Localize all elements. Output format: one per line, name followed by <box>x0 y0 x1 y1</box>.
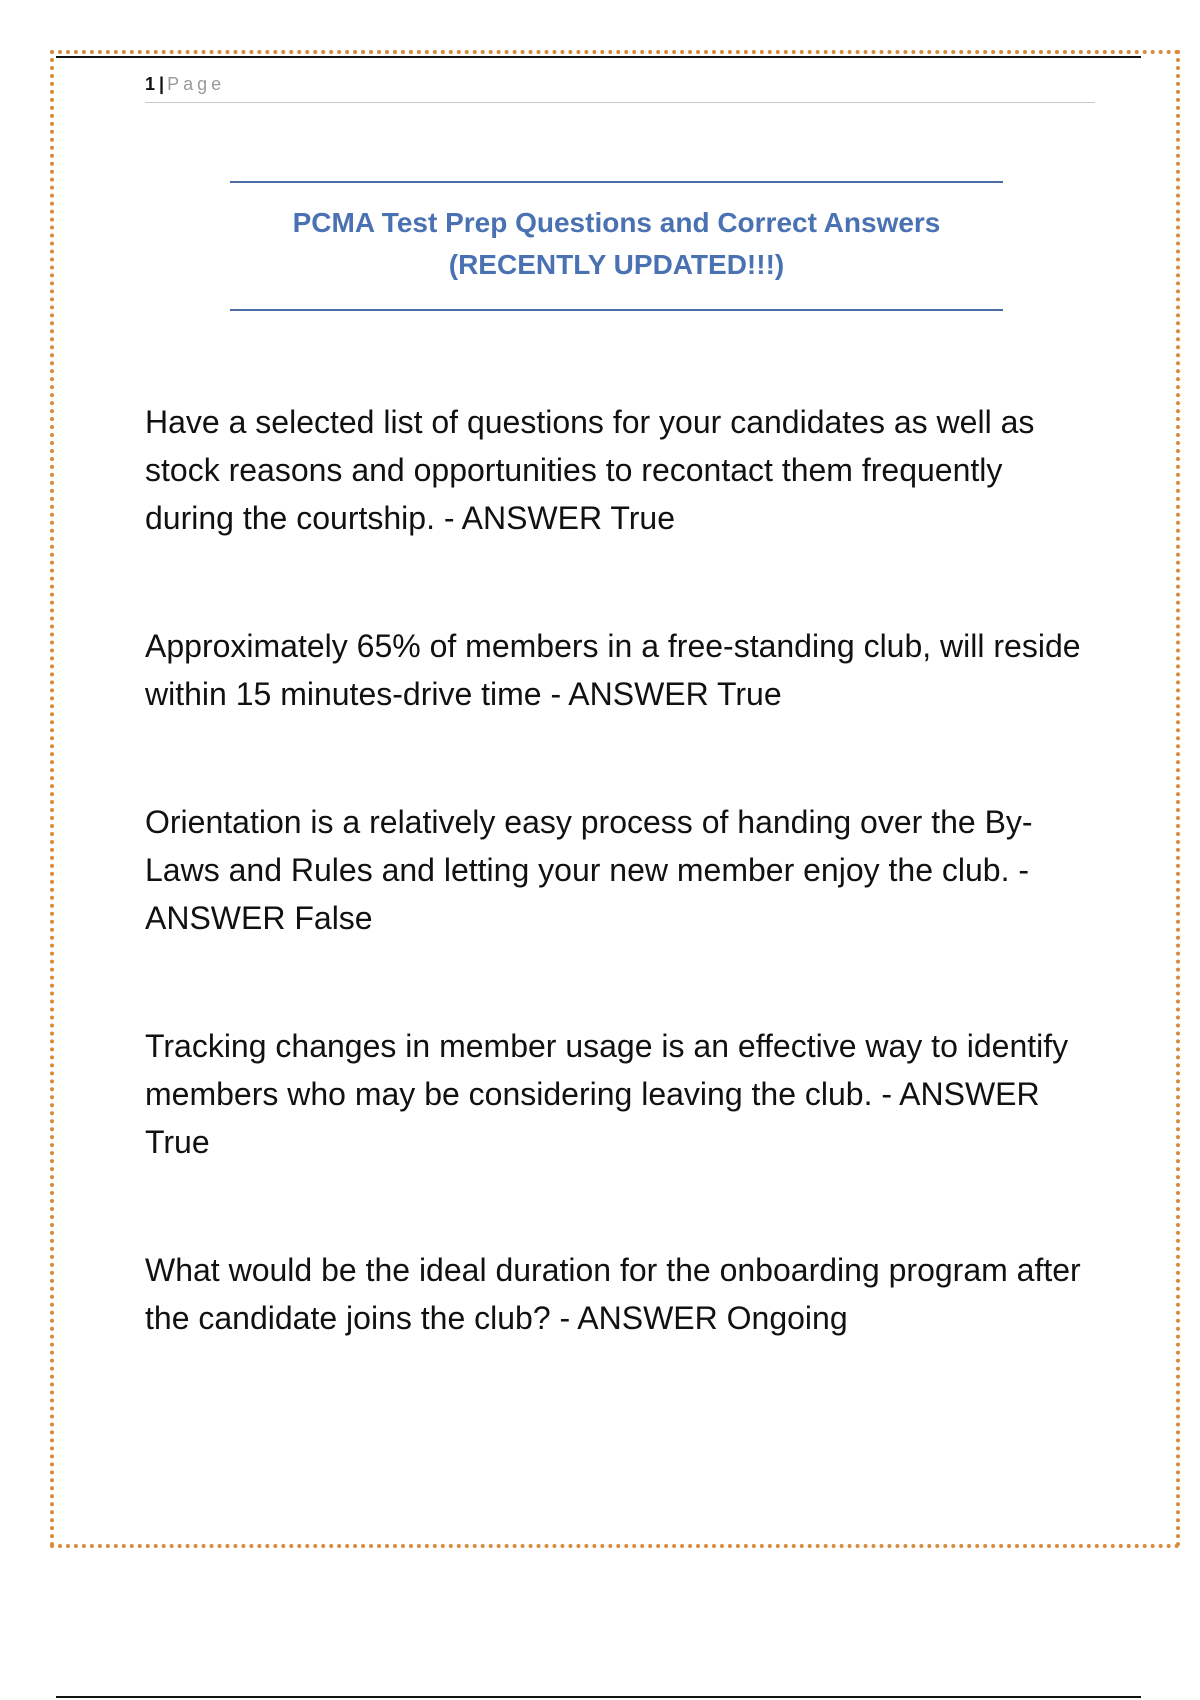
page-word: Page <box>167 74 226 94</box>
bottom-rule <box>56 1696 1141 1698</box>
qa-item: Have a selected list of questions for your candidates as well as stock reasons and opportunities to recontact them frequently during the courtship. - ANSWER True <box>145 404 1035 536</box>
page-separator: | <box>159 74 165 94</box>
page-number: 1 <box>145 74 157 94</box>
top-rule <box>56 56 1141 58</box>
qa-item: What would be the ideal duration for the onboarding program after the candidate joins the club? - ANSWER Ongoing <box>145 1252 1081 1336</box>
qa-item: Approximately 65% of members in a free-standing club, will reside within 15 minutes-drive time - ANSWER True <box>145 628 1081 712</box>
document-title: PCMA Test Prep Questions and Correct Answers <box>292 207 941 238</box>
qa-item: Tracking changes in member usage is an effective way to identify members who may be considering leaving the club. - ANSWER True <box>145 1028 1069 1160</box>
page-header <box>145 74 1095 103</box>
document-subtitle: (RECENTLY UPDATED!!!) <box>448 249 785 280</box>
qa-item: Orientation is a relatively easy process of handing over the By-Laws and Rules and letting your new member enjoy the club. - ANSWER False <box>145 804 1033 936</box>
qa-list <box>145 398 1095 1422</box>
title-block <box>230 181 1003 311</box>
